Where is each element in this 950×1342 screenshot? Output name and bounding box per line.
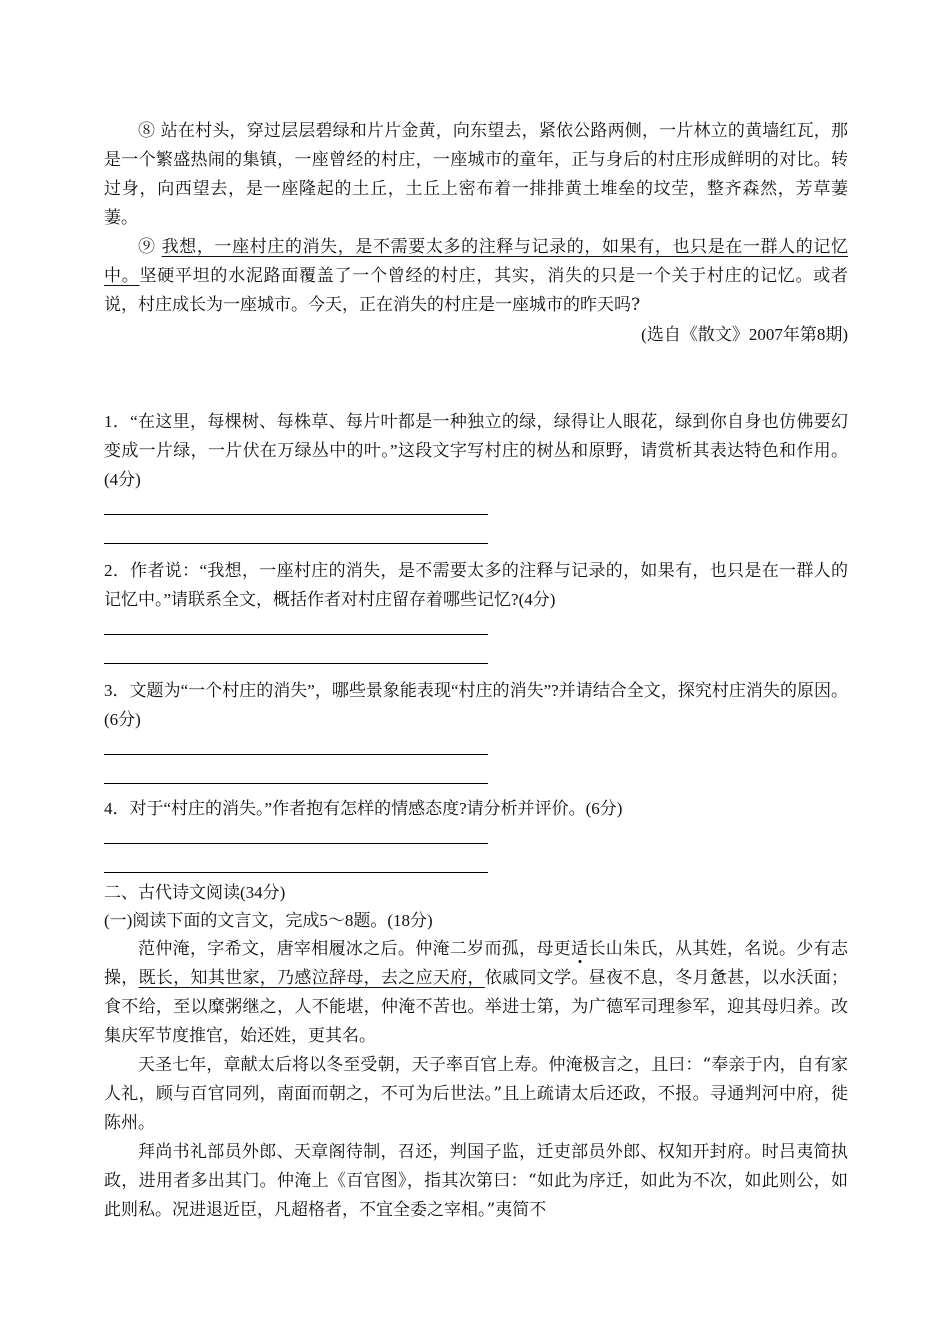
section-heading: 二、古代诗文阅读(34分) (104, 883, 286, 902)
question-2: 2．作者说：“我想，一座村庄的消失，是不需要太多的注释与记录的，如果有，也只是在一群人的记忆中。”请联系全文，概括作者对村庄留存着哪些记忆?(4分) (104, 561, 848, 609)
section-subheading: (一)阅读下面的文言文，完成5～8题。(18分) (104, 911, 433, 930)
passage-paragraph-8: ⑧ 站在村头，穿过层层碧绿和片片金黄，向东望去，紧依公路两侧，一片林立的黄墙红瓦，那是一个繁盛热闹的集镇，一座曾经的村庄，一座城市的童年，正与身后的村庄形成鲜明的对比。转过身，向西望去，是一座隆起的土丘，土丘上密布着一排排黄土堆垒的坟茔，整齐森然，芳草萋萋。 (104, 121, 848, 228)
document-page (104, 117, 848, 1225)
question-4: 4．对于“村庄的消失。”作者抱有怎样的情感态度?请分析并评价。(6分) (104, 799, 623, 818)
answer-line[interactable] (104, 514, 488, 515)
question-1: 1．“在这里，每棵树、每株草、每片叶都是一种独立的绿，绿得让人眼花，绿到你自身也仿佛要幻变成一片绿，一片伏在万绿丛中的叶。”这段文字写村庄的树丛和原野，请赏析其表达特色和作用。(4分) (104, 412, 848, 489)
source-citation: (选自《散文》2007年第8期) (641, 325, 848, 344)
underlined-sentence: 既长，知其世家，乃感泣辞母，去之应天府， (138, 968, 485, 988)
classical-paragraph-1: 范仲淹，字希文，唐宰相履冰之后。仲淹二岁而孤，母更适长山朱氏，从其姓，名说。少有志操，既长，知其世家，乃感泣辞母，去之应天府，依戚同文学。昼夜不息，冬月惫甚，以水沃面；食不给，至以糜粥继之，人不能堪，仲淹不苦也。举进士第，为广德军司理参军，迎其母归养。改集庆军节度推官，始还姓，更其名。 (104, 939, 849, 1046)
classical-paragraph-2: 天圣七年，章献太后将以冬至受朝，天子率百官上寿。仲淹极言之，且曰：“奉亲于内，自有家人礼，顾与百官同列，南面而朝之，不可为后世法。”且上疏请太后还政，不报。寻通判河中府，徙陈州。 (104, 1055, 848, 1133)
classical-paragraph-3: 拜尚书礼部员外郎、天章阁待制，召还，判国子监，迁吏部员外郎、权知开封府。时吕夷简执政，进用者多出其门。仲淹上《百官图》，指其次第曰：“如此为序迁，如此为不次，如此则公，如此则私。况进退近臣，凡超格者，不宜全委之宰相。”夷简不 (104, 1142, 848, 1220)
question-3: 3．文题为“一个村庄的消失”，哪些景象能表现“村庄的消失”?并请结合全文，探究村庄消失的原因。(6分) (104, 681, 848, 729)
answer-line[interactable] (104, 754, 488, 755)
paragraph-text: 坚硬平坦的水泥路面覆盖了一个曾经的村庄，其实，消失的只是一个关于村庄的记忆。或者说，村庄成长为一座城市。今天，正在消失的村庄是一座城市的昨天吗? (104, 266, 849, 315)
passage-paragraph-9 (104, 233, 848, 320)
emphasis-dot-char: 适 (571, 939, 589, 959)
answer-line[interactable] (104, 634, 488, 635)
answer-line[interactable] (104, 843, 488, 844)
underlined-sentence: 我想，一座村庄的消失，是不需要太多的注释与记录的，如果有，也只是在一群人的记忆中。 (104, 237, 849, 286)
paragraph-number: ⑨ (138, 237, 162, 257)
